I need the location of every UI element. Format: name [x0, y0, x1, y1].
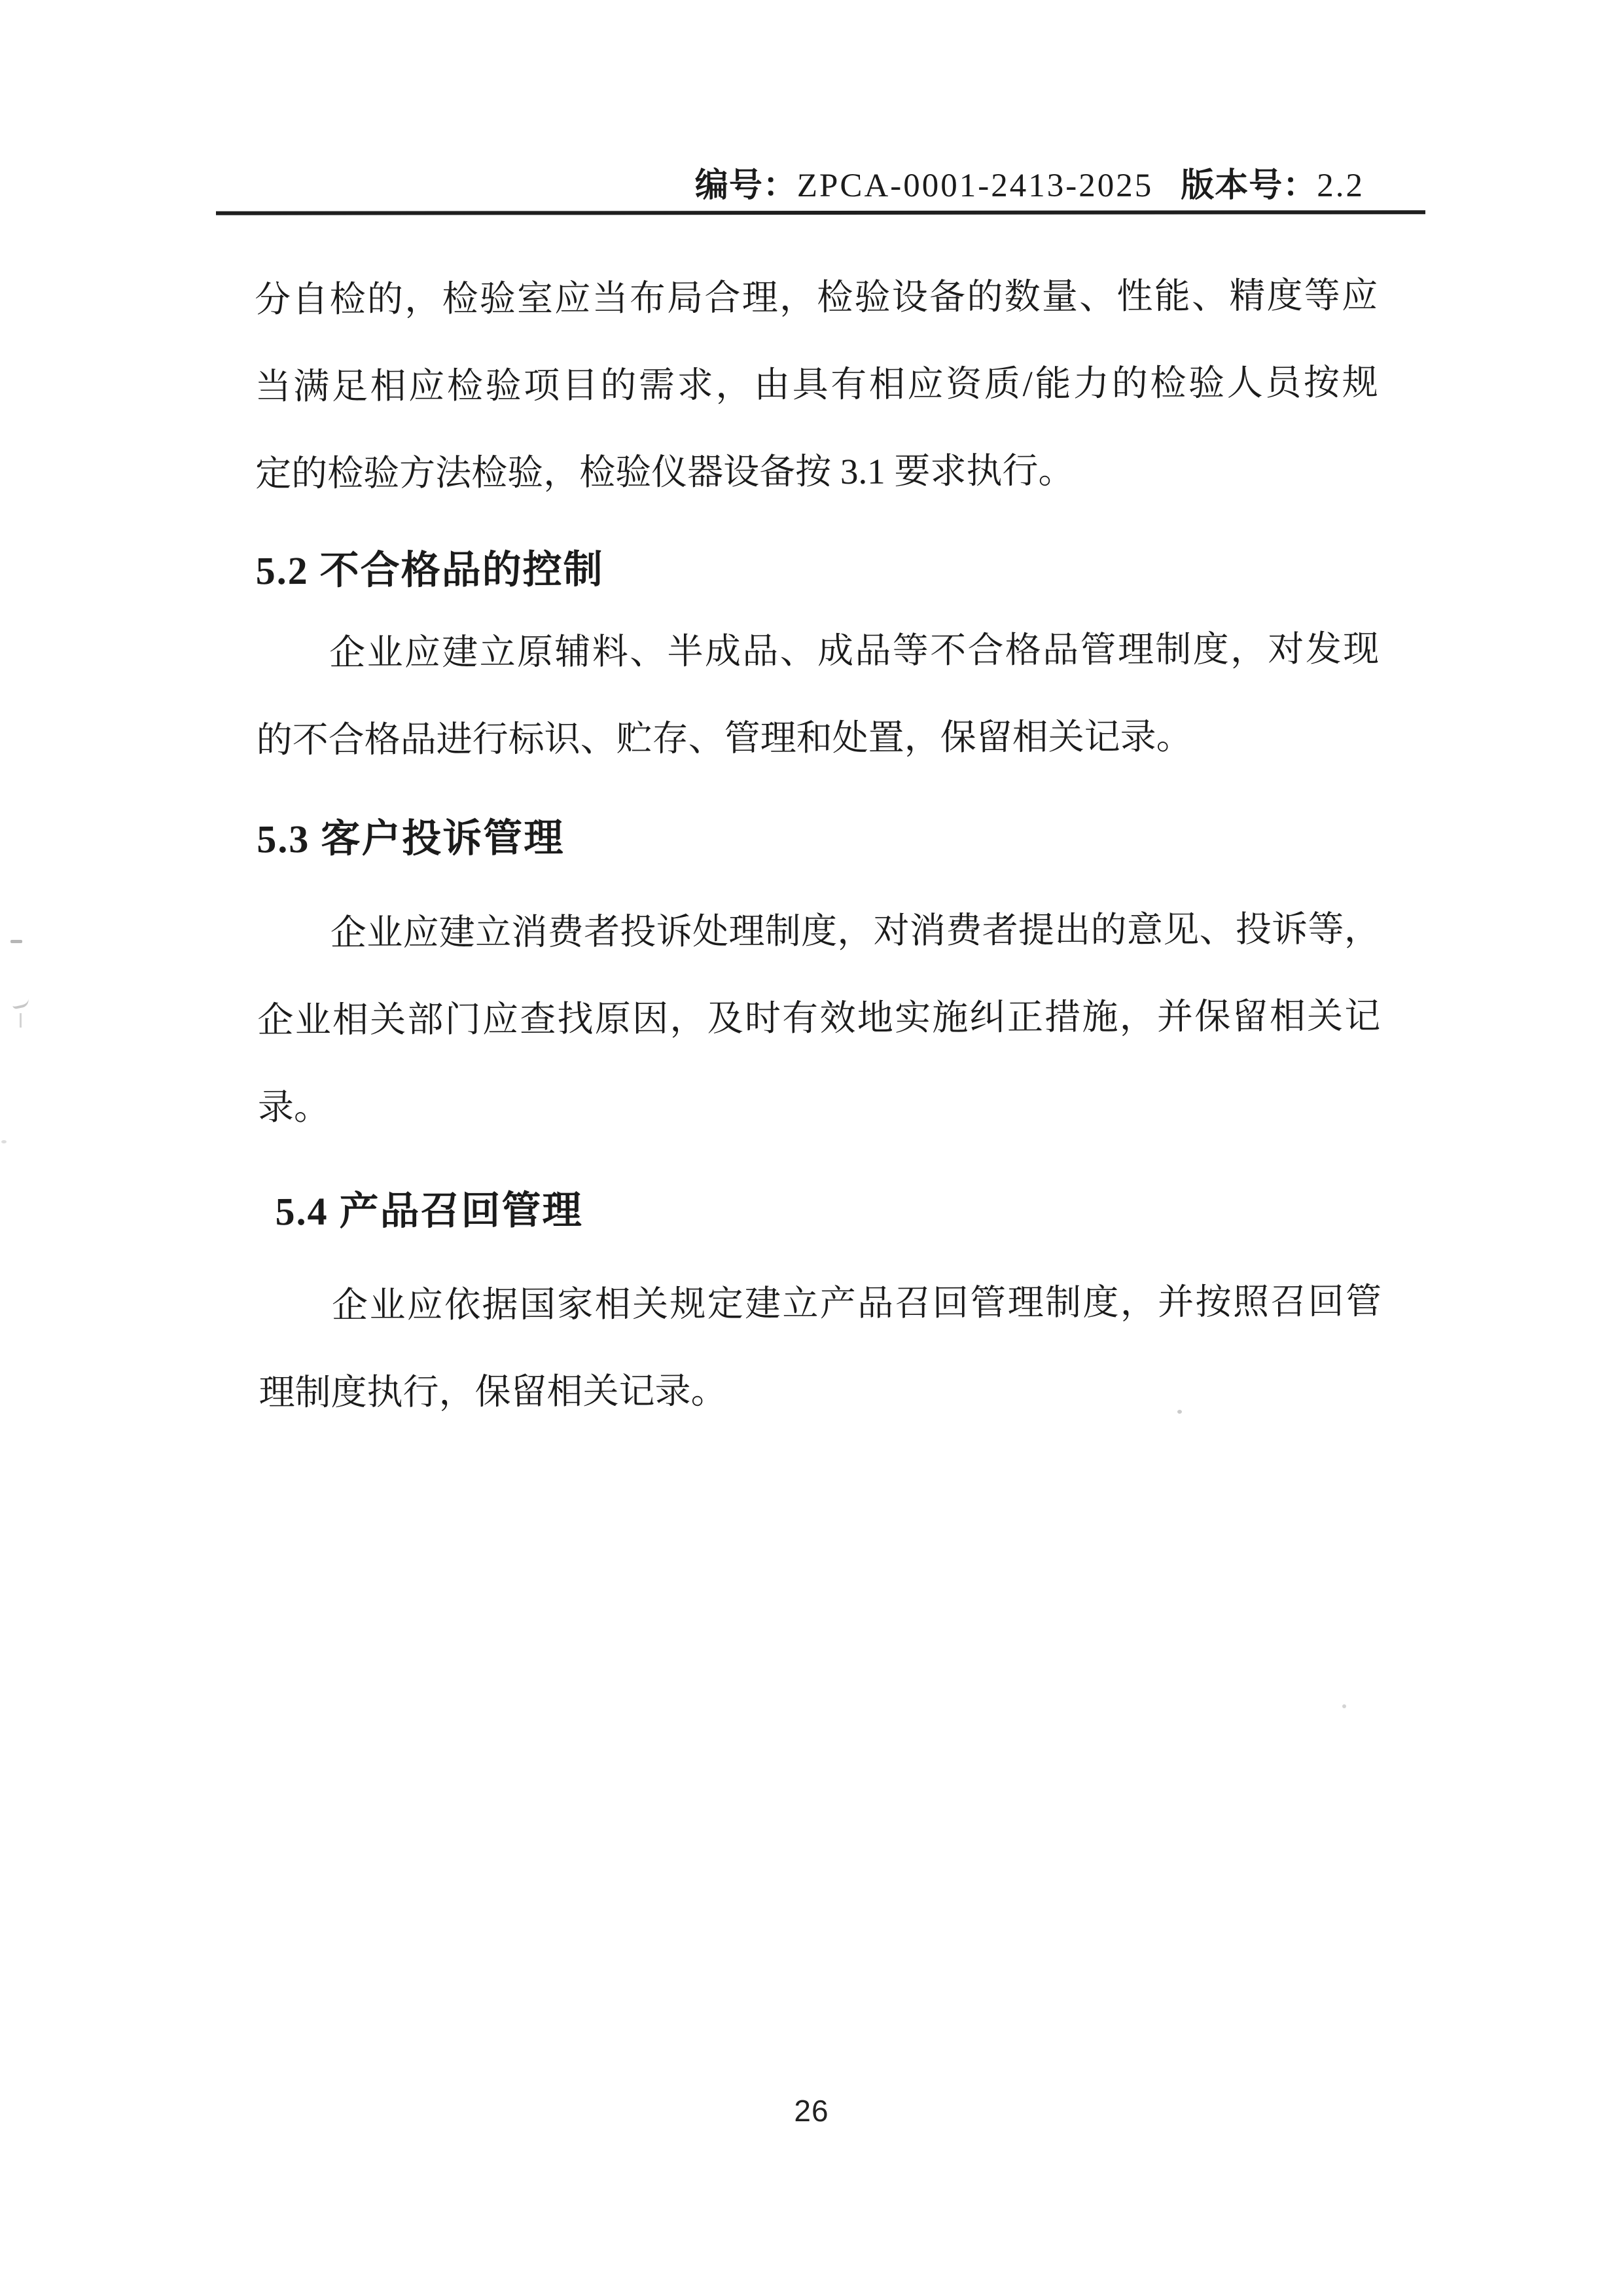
text-line: 的不合格品进行标识、贮存、管理和处置，保留相关记录。 — [256, 716, 1192, 761]
page-footer — [0, 2093, 1623, 2128]
paragraph-5-4 — [259, 1258, 1382, 1437]
text-line: 企业相关部门应查找原因，及时有效地实施纠正措施，并保留相关记 — [257, 996, 1381, 1041]
text-line: 理制度执行，保留相关记录。 — [259, 1371, 727, 1413]
text-line: 当满足相应检验项目的需求，由具有相应资质/能力的检验人员按规 — [255, 362, 1378, 407]
version-label: 版本号： — [1181, 168, 1317, 204]
scan-artifact-squiggle — [10, 994, 30, 1010]
section-heading-5-2: 5.2 不合格品的控制 — [255, 548, 604, 593]
scan-artifact-dash — [10, 940, 22, 943]
scan-artifact-speck — [1342, 1704, 1346, 1708]
document-header — [216, 165, 1364, 207]
scan-artifact-tick — [20, 1013, 22, 1028]
text-line: 录。 — [257, 1086, 330, 1128]
page-number: 26 — [794, 2094, 829, 2128]
paragraph-5-2 — [256, 605, 1380, 784]
section-heading-5-4: 5.4 产品召回管理 — [275, 1189, 583, 1234]
section-heading-5-3: 5.3 客户投诉管理 — [257, 816, 565, 861]
text-line: 企业应建立原辅料、半成品、成品等不合格品管理制度，对发现 — [329, 628, 1380, 673]
paragraph-5-1-continued — [255, 252, 1379, 518]
header-divider-rule — [216, 210, 1425, 215]
version-value: 2.2 — [1317, 168, 1364, 204]
scan-artifact-speck — [1, 1140, 7, 1143]
text-line: 企业应依据国家相关规定建立产品召回管理制度，并按照召回管 — [331, 1281, 1382, 1325]
text-line: 分自检的，检验室应当布局合理，检验设备的数量、性能、精度等应 — [255, 275, 1378, 320]
doc-number-label: 编号： — [694, 168, 797, 204]
text-line: 定的检验方法检验，检验仪器设备按 3.1 要求执行。 — [255, 450, 1075, 494]
doc-number-value: ZPCA-0001-2413-2025 — [796, 168, 1154, 204]
text-line: 企业应建立消费者投诉处理制度，对消费者提出的意见、投诉等， — [330, 908, 1380, 953]
paragraph-5-3 — [257, 886, 1382, 1151]
